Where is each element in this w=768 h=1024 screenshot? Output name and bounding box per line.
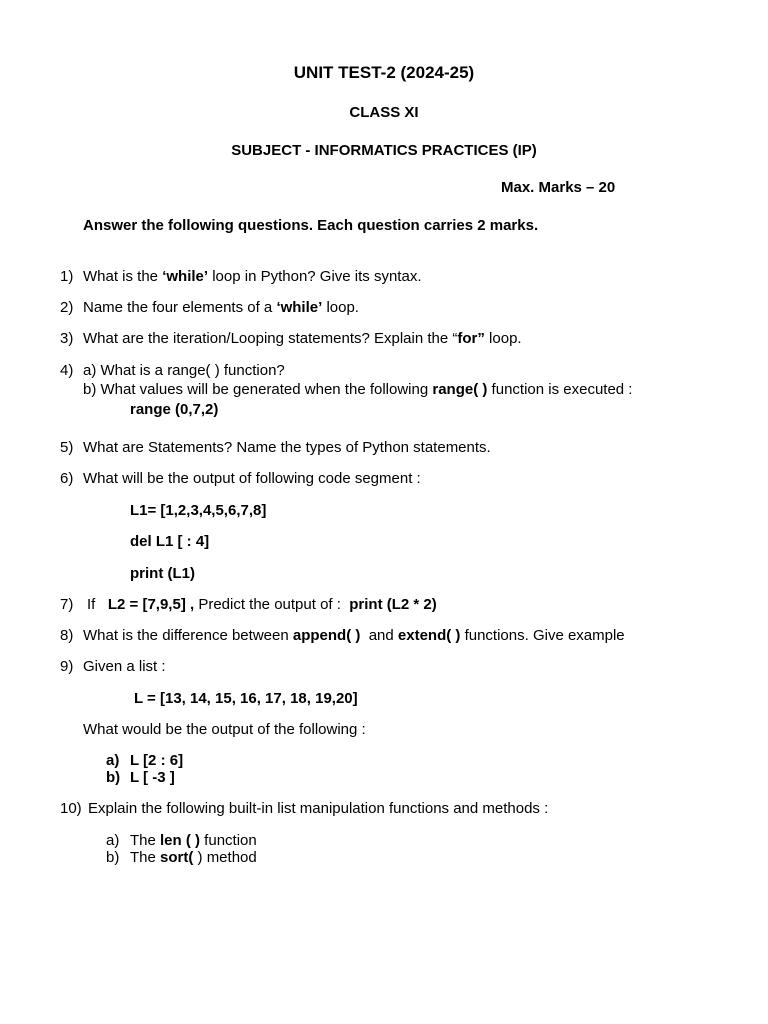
question-number: 10) [60, 800, 82, 817]
question-number: 2) [60, 299, 74, 316]
question-number: 8) [60, 627, 74, 644]
q4b-post: function is executed : [487, 381, 633, 398]
q3-pre: What are the iteration/Looping statements? Explain the “ [83, 330, 458, 347]
page-title: UNIT TEST-2 (2024-25) [293, 63, 475, 82]
question-1-text [83, 268, 422, 286]
code-line: L1= [1,2,3,4,5,6,7,8] [130, 502, 267, 519]
question-number: 9) [60, 658, 74, 675]
q2-pre: Name the four elements of a [83, 299, 277, 316]
q10b-post: ) method [193, 849, 257, 866]
subject-heading: SUBJECT - INFORMATICS PRACTICES (IP) [231, 142, 537, 159]
q1-post: loop in Python? Give its syntax. [208, 268, 422, 285]
question-4-code: range (0,7,2) [130, 401, 219, 418]
question-7-text [87, 596, 437, 614]
q3-bold: for” [457, 330, 485, 347]
q7-bold1: L2 = [7,9,5] , [107, 596, 195, 613]
q2-post: loop. [322, 299, 359, 316]
max-marks: Max. Marks – 20 [501, 179, 616, 196]
instructions: Answer the following questions. Each question carries 2 marks. [83, 217, 539, 234]
q3-post: loop. [484, 330, 522, 347]
q8-post: functions. Give example [460, 627, 625, 644]
q8-bold2: extend( ) [397, 627, 461, 644]
question-9-text: Given a list : [83, 658, 166, 675]
q10a-bold: len ( ) [160, 832, 201, 849]
q10b-bold: sort( [160, 849, 194, 866]
q7-mid: Predict the output of : [194, 596, 341, 613]
code-line: print (L1) [130, 565, 195, 582]
q8-mid: and [360, 627, 398, 644]
question-4a-text: a) What is a range( ) function? [83, 362, 285, 379]
question-10-text: Explain the following built-in list manipulation functions and methods : [88, 800, 549, 817]
sub-item-label: a) [106, 832, 120, 849]
q7-pre: If [87, 596, 96, 613]
question-number: 7) [60, 596, 74, 613]
question-5-text: What are Statements? Name the types of Python statements. [83, 439, 491, 456]
q1-pre: What is the [83, 268, 163, 285]
code-line: del L1 [ : 4] [130, 533, 210, 550]
question-number: 3) [60, 330, 74, 347]
question-9-ask: What would be the output of the following : [83, 721, 366, 738]
q2-bold: ‘while’ [276, 299, 323, 316]
q7-bold2: print (L2 * 2) [349, 596, 437, 613]
question-4b-text [83, 381, 632, 399]
q4b-pre: b) What values will be generated when the following [83, 381, 433, 398]
q10a-pre: The [130, 832, 161, 849]
sub-item-text [130, 849, 257, 867]
question-number: 4) [60, 362, 74, 379]
q8-bold1: append( ) [292, 627, 361, 644]
sub-item-label: a) [106, 752, 120, 769]
question-number: 6) [60, 470, 74, 487]
list-definition: L = [13, 14, 15, 16, 17, 18, 19,20] [134, 690, 358, 707]
q4b-bold: range( ) [432, 381, 488, 398]
sub-item-text [130, 832, 257, 850]
question-8-text [83, 627, 625, 645]
q10a-post: function [200, 832, 257, 849]
q8-pre: What is the difference between [83, 627, 293, 644]
q1-bold: ‘while’ [162, 268, 209, 285]
question-6-text: What will be the output of following code segment : [83, 470, 421, 487]
question-3-text [83, 330, 522, 348]
q10b-pre: The [130, 849, 161, 866]
question-number: 5) [60, 439, 74, 456]
sub-item-label: b) [106, 769, 121, 786]
sub-item-text: L [2 : 6] [130, 752, 184, 769]
question-2-text [83, 299, 359, 317]
class-heading: CLASS XI [349, 104, 419, 121]
sub-item-label: b) [106, 849, 120, 866]
sub-item-text: L [ -3 ] [130, 769, 175, 786]
question-number: 1) [60, 268, 74, 285]
